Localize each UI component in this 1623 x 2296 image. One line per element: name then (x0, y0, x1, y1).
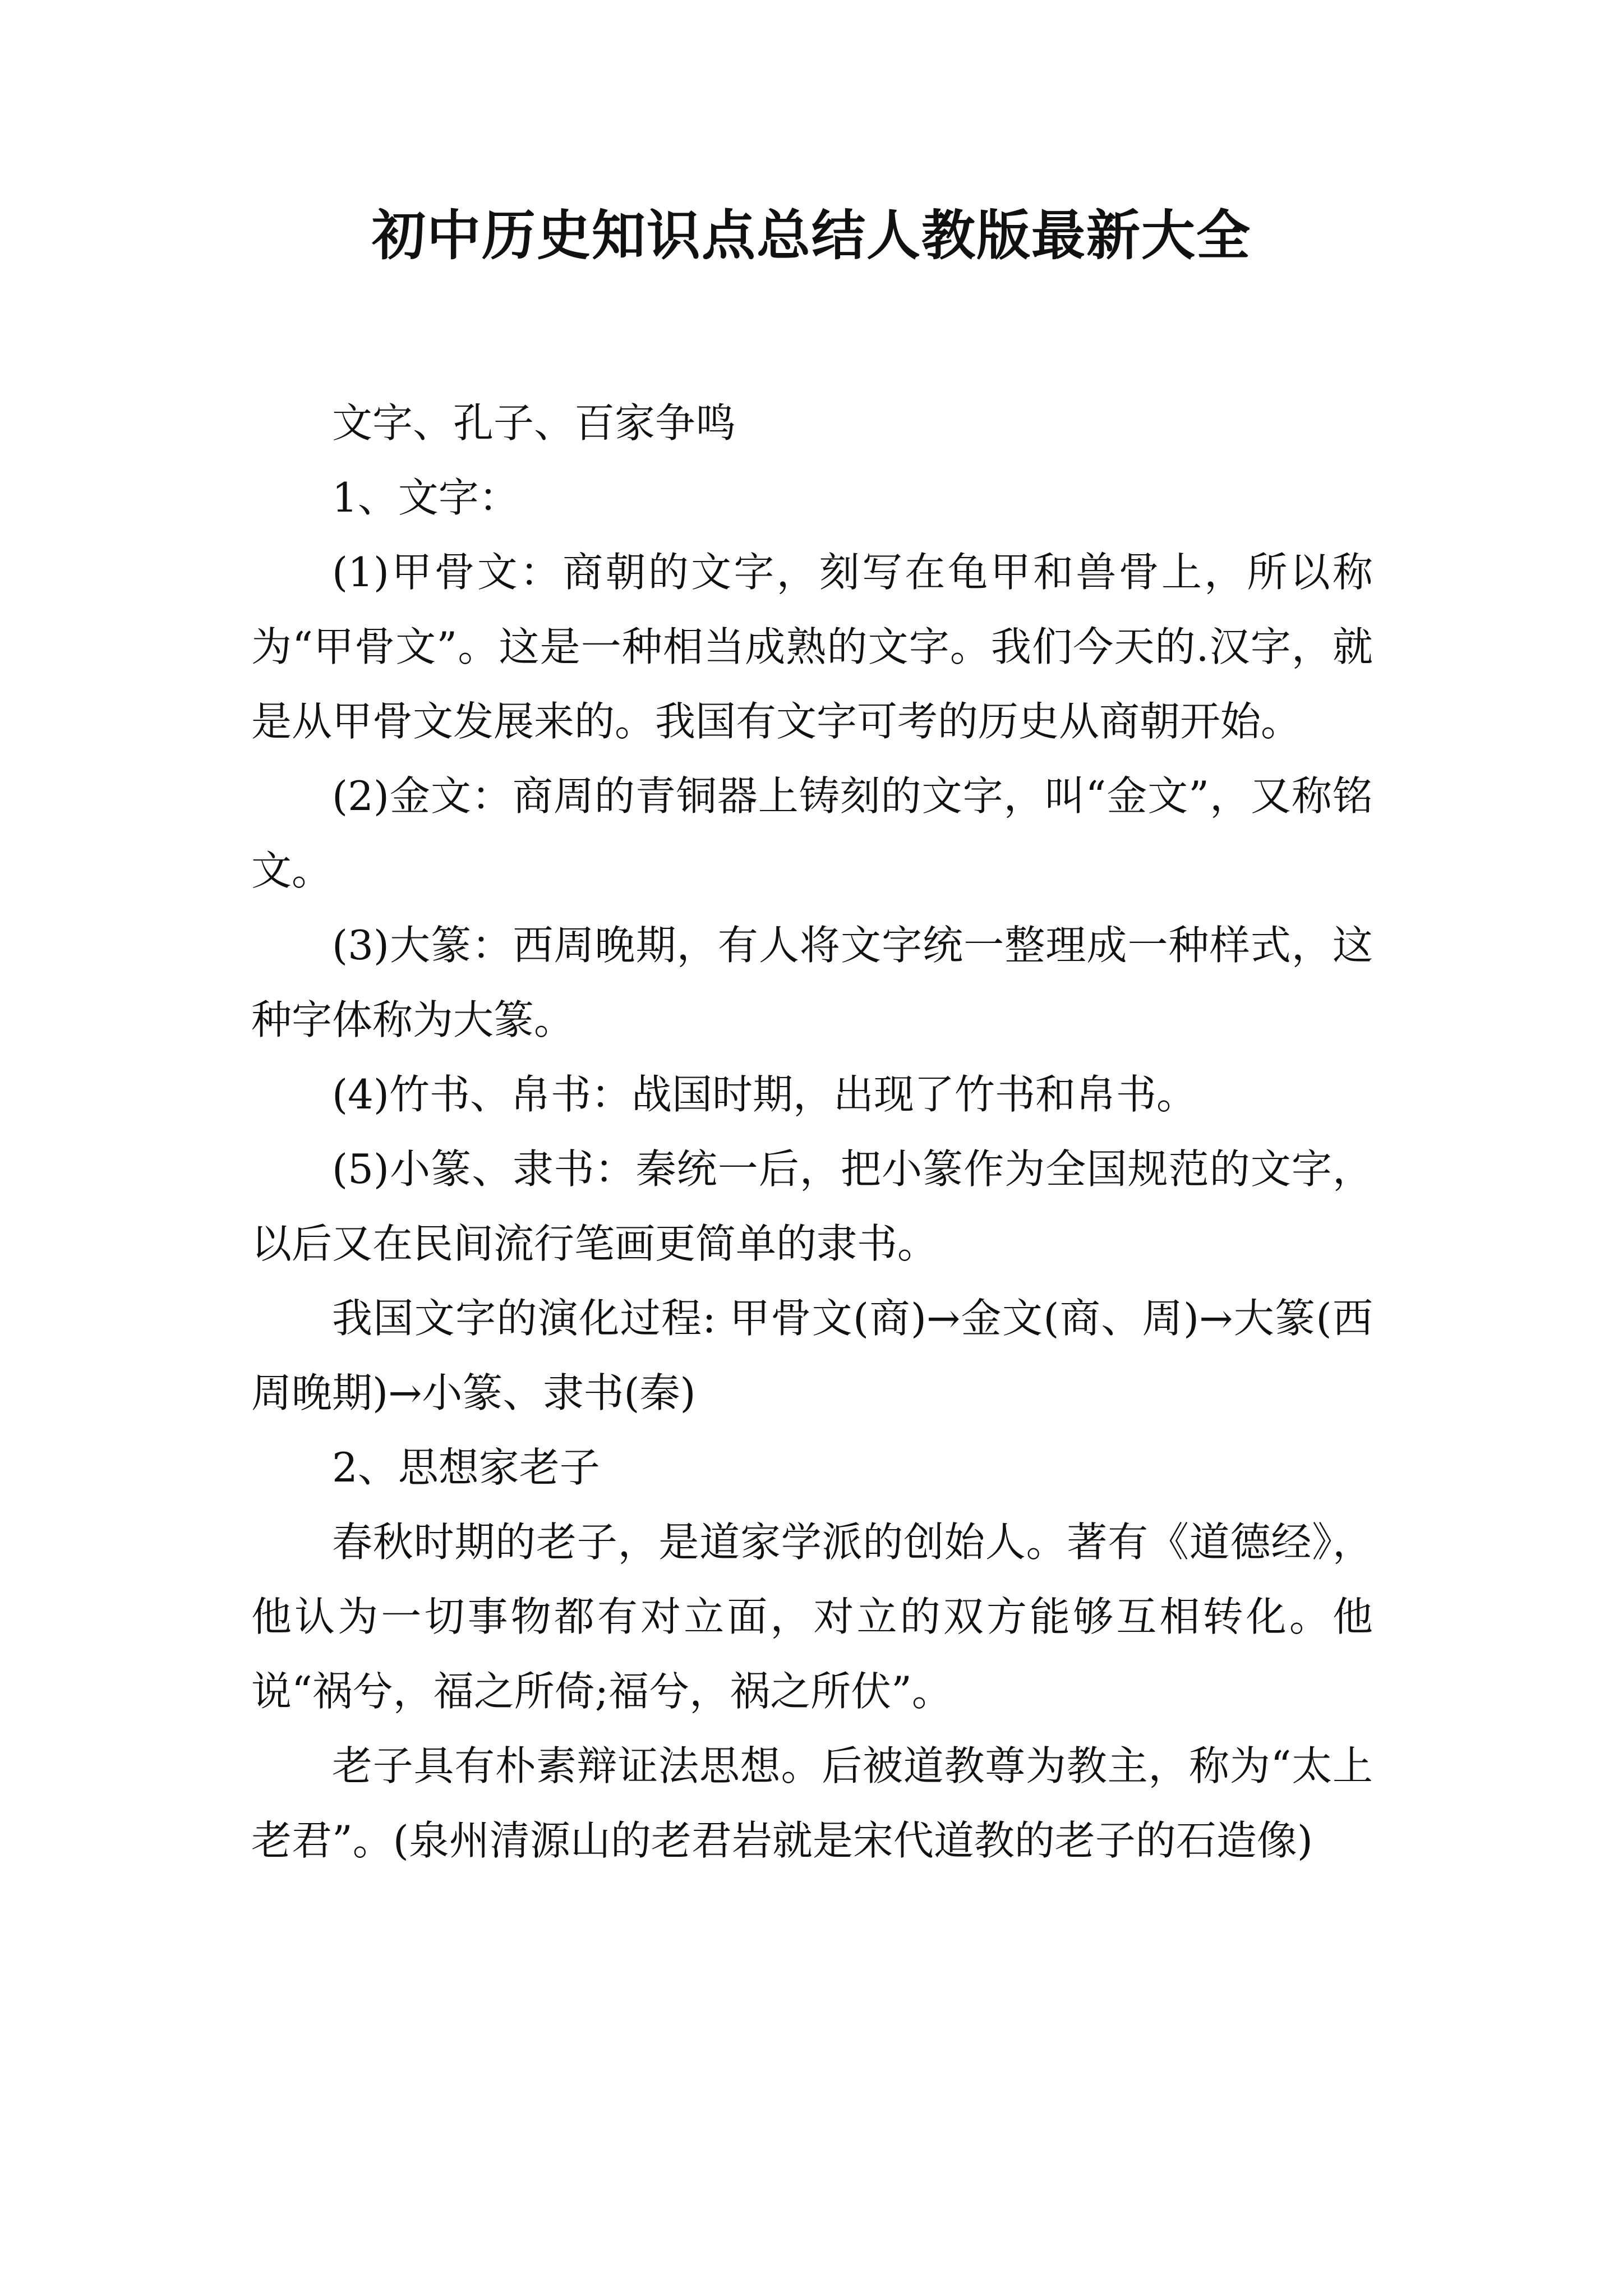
paragraph: 春秋时期的老子，是道家学派的创始人。著有《道德经》，他认为一切事物都有对立面，对立的双方能够互相转化。他说“祸兮，福之所倚;福兮，祸之所伏”。 (251, 1519, 1373, 1715)
paragraph: (3)大篆：西周晚期，有人将文字统一整理成一种样式，这种字体称为大篆。 (251, 922, 1373, 1043)
subsection-heading: 2、思想家老子 (332, 1444, 600, 1491)
paragraph: (5)小篆、隶书：秦统一后，把小篆作为全国规范的文字，以后又在民间流行笔画更简单的隶书。 (251, 1145, 1373, 1267)
subsection-heading: 1、文字： (332, 474, 519, 521)
section-heading: 文字、孔子、百家争鸣 (332, 399, 736, 447)
paragraph: (1)甲骨文：商朝的文字，刻写在龟甲和兽骨上，所以称为“甲骨文”。这是一种相当成熟的文字。我们今天的.汉字，就是从甲骨文发展来的。我国有文字可考的历史从商朝开始。 (251, 549, 1373, 745)
paragraph: (2)金文：商周的青铜器上铸刻的文字，叫“金文”，又称铭文。 (251, 772, 1373, 894)
document-body (251, 386, 1373, 1878)
document-title: 初中历史知识点总结人教版最新大全 (372, 204, 1251, 267)
paragraph: (4)竹书、帛书：战国时期，出现了竹书和帛书。 (332, 1071, 1197, 1118)
paragraph: 老子具有朴素辩证法思想。后被道教尊为教主，称为“太上老君”。(泉州清源山的老君岩就是宋代道教的老子的石造像) (251, 1742, 1373, 1864)
paragraph: 我国文字的演化过程: 甲骨文(商)→金文(商、周)→大篆(西周晚期)→小篆、隶书(秦) (251, 1295, 1373, 1416)
